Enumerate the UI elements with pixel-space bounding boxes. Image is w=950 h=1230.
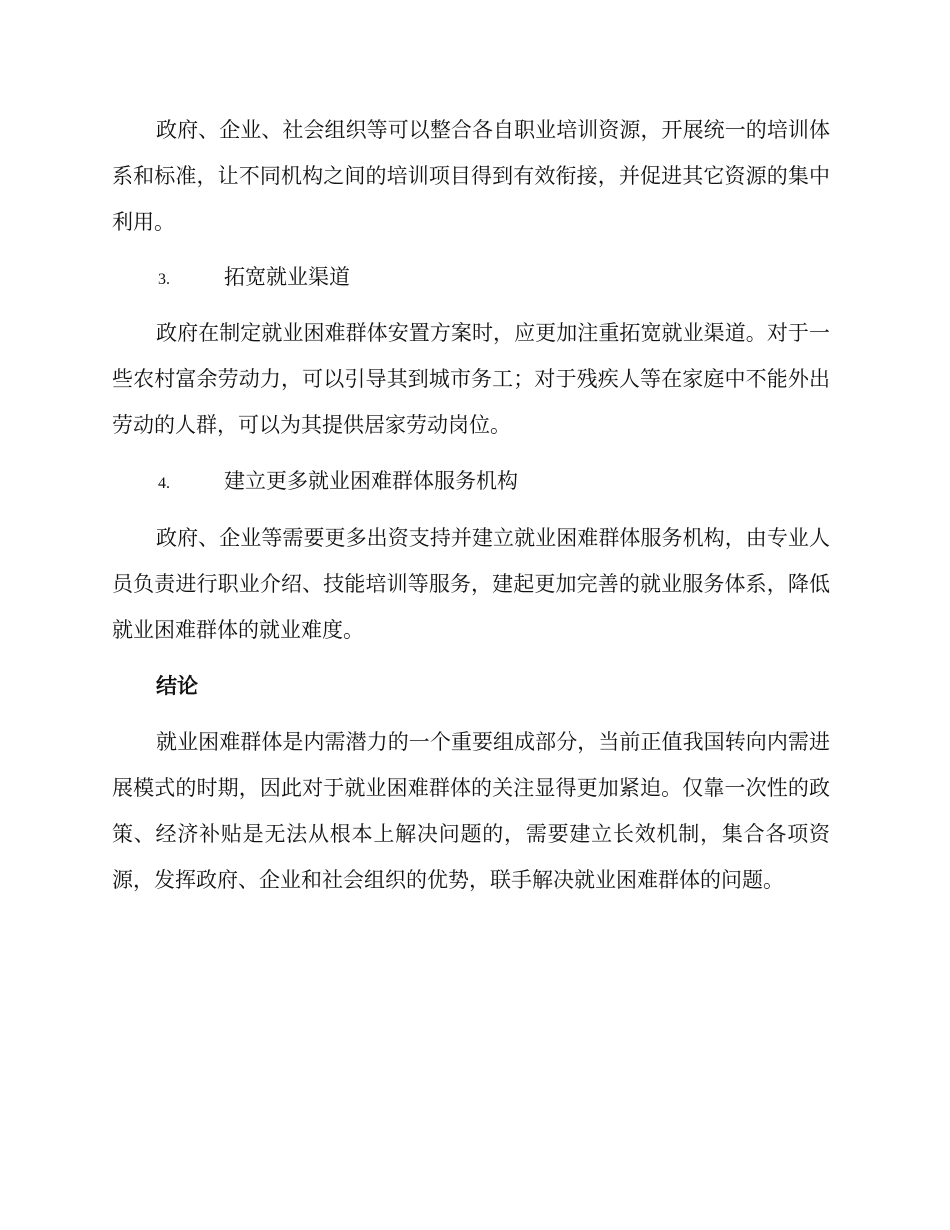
paragraph-conclusion: 就业困难群体是内需潜力的一个重要组成部分，当前正值我国转向内需进展模式的时期，因此对于就业困难群体的关注显得更加紧迫。仅靠一次性的政策、经济补贴是无法从根本上解决问题的，需要建立长效机制，集合各项资源，发挥政府、企业和社会组织的优势，联手解决就业困难群体的问题。 <box>112 730 830 892</box>
list-item-title: 拓宽就业渠道 <box>224 265 350 289</box>
paragraph-employment-channels: 政府在制定就业困难群体安置方案时，应更加注重拓宽就业渠道。对于一些农村富余劳动力，可以引导其到城市务工；对于残疾人等在家庭中不能外出劳动的人群，可以为其提供居家劳动岗位。 <box>112 321 830 437</box>
list-item-4 <box>158 466 518 499</box>
paragraph-service-institutions: 政府、企业等需要更多出资支持并建立就业困难群体服务机构，由专业人员负责进行职业介绍、技能培训等服务，建起更加完善的就业服务体系，降低就业困难群体的就业难度。 <box>112 526 830 642</box>
paragraph-resource-integration: 政府、企业、社会组织等可以整合各自职业培训资源，开展统一的培训体系和标准，让不同机构之间的培训项目得到有效衔接，并促进其它资源的集中利用。 <box>112 118 830 234</box>
list-item-number: 4. <box>158 475 170 492</box>
list-item-number: 3. <box>158 271 170 288</box>
list-item-3 <box>158 262 350 295</box>
list-item-title: 建立更多就业困难群体服务机构 <box>224 469 518 493</box>
section-heading-conclusion: 结论 <box>156 673 198 698</box>
